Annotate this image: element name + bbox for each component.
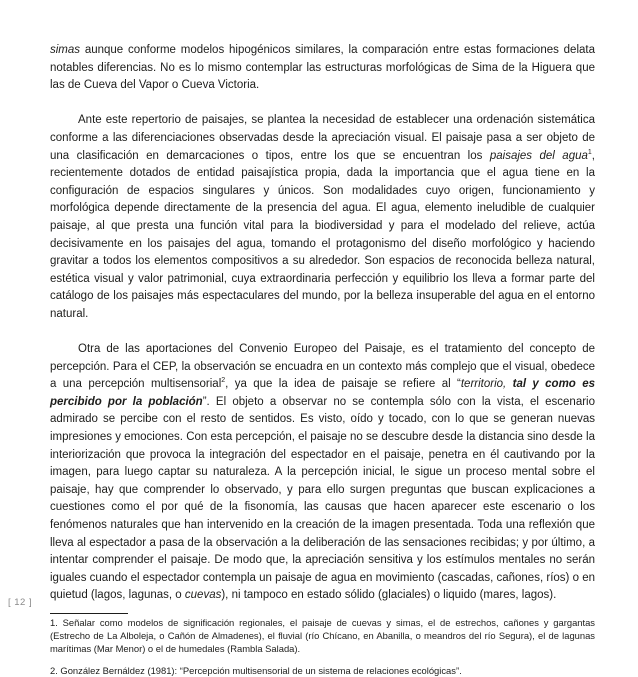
- paragraph-text: Otra de las aportaciones del Convenio Europeo del Paisaje, es el tratamiento del concepto de percepción. Para el CEP, la observación se encuadra en un contexto más complejo que el visual, obedece a una percepción multisensorial: [50, 343, 595, 391]
- footnote-divider: [50, 613, 128, 614]
- paragraph-text: , recientemente dotados de entidad paisajística propia, dada la importancia que el agua tiene en la configuración de espacios singulares y únicos. Son modalidades cuyo origen, funcionamiento y morfológica depende directamente de la presencia del agua. El agua, elemento ineludible de cualquier paisaje, al que presta una función vital para la biodiversidad y para el modelado del relieve, actúa decisivamente en los paisajes del agua, tomando el protagonismo del diseño morfológico y haciendo gravitar a todos los elementos compositivos a su alrededor. Son espacios de reconocida belleza natural, estética visual y valor patrimonial, cuya extraordinaria perfección y equilibrio los lleva a formar parte del catálogo de los paisajes más espectaculares del mundo, por la belleza insuperable del agua en el entorno natural.: [50, 149, 595, 320]
- paragraph-text: aunque conforme modelos hipogénicos similares, la comparación entre estas formaciones delata notables diferencias. No es lo mismo contemplar las estructuras morfológicas de Sima de la Higuera que las de Cueva del Vapor o Cueva Victoria.: [50, 44, 595, 92]
- paragraph-text: , ya que la idea de paisaje se refiere al “: [225, 378, 461, 391]
- footnote-2: 2. González Bernáldez (1981): “Percepción multisensorial de un sistema de relaciones ecológicas”.: [50, 665, 462, 676]
- italic-term: cuevas: [184, 589, 222, 602]
- paragraph-1: [50, 42, 595, 95]
- italic-quote: territorio,: [460, 378, 513, 391]
- paragraph-text: Ante este repertorio de paisajes, se plantea la necesidad de establecer una ordenación sistemática conforme a las diferenciaciones observadas desde la apreciación visual. El paisaje pasa a ser objeto de una clasificación en demarcaciones o tipos, entre los que se encuentran los: [50, 114, 595, 162]
- italic-term: paisajes del agua: [489, 149, 588, 162]
- footnote-ref-2[interactable]: 2: [221, 377, 226, 385]
- page-number: [ 12 ]: [8, 597, 33, 608]
- bold-italic-quote: tal y como es percibido por la población: [50, 378, 595, 408]
- paragraph-text: ”. El objeto a observar no se contempla sólo con la vista, el escenario admirado se percibe con el resto de sentidos. Es visto, oído y tocado, con lo que se generan nuevas impresiones y emociones. Con esta percepción, el paisaje no se descubre desde la distancia sino desde la interiorización que provoca la integración del espectador en el paisaje, penetra en él cautivando por la imagen, para luego captar su naturaleza. A la percepción inicial, le sigue un proceso mental sobre el paisaje, hay que comprender lo observado, y para ello surgen preguntas que buscan explicaciones a cuestiones como el por qué de la fisonomía, las causas que hacen aparecer este escenario o los fenómenos naturales que han intervenido en la creación de la imagen presentada. Toda una reflexión que lleva al espectador a pasa de la observación a la deliberación de las sensaciones recibidas; y por último, a intentar comprender el paisaje. De modo que, la apreciación sensitiva y los estímulos mentales no serán iguales cuando el espectador contempla un paisaje de agua en movimiento (cascadas, cañones, ríos) o en quietud (lagos, lagunas, o: [50, 395, 595, 602]
- paragraph-2: [50, 112, 595, 323]
- footnote-ref-1[interactable]: 1: [587, 148, 592, 156]
- footnote-1: 1. Señalar como modelos de significación regionales, el paisaje de cuevas y simas, el de estrechos, cañones y gargantas (Estrecho de La Alboleja, o Cañón de Almadenes), el fluvial (río Chícano, en Abanilla, o meandros del río Segura), el de lagunas marítimas (Mar Menor) o el de humedales (Rambla Salada).: [50, 617, 595, 654]
- paragraph-3: [50, 341, 595, 605]
- paragraph-text: ), ni tampoco en estado sólido (glaciales) o liquido (mares, lagos).: [221, 589, 557, 602]
- italic-term: simas: [50, 44, 81, 56]
- page-body: [50, 42, 595, 677]
